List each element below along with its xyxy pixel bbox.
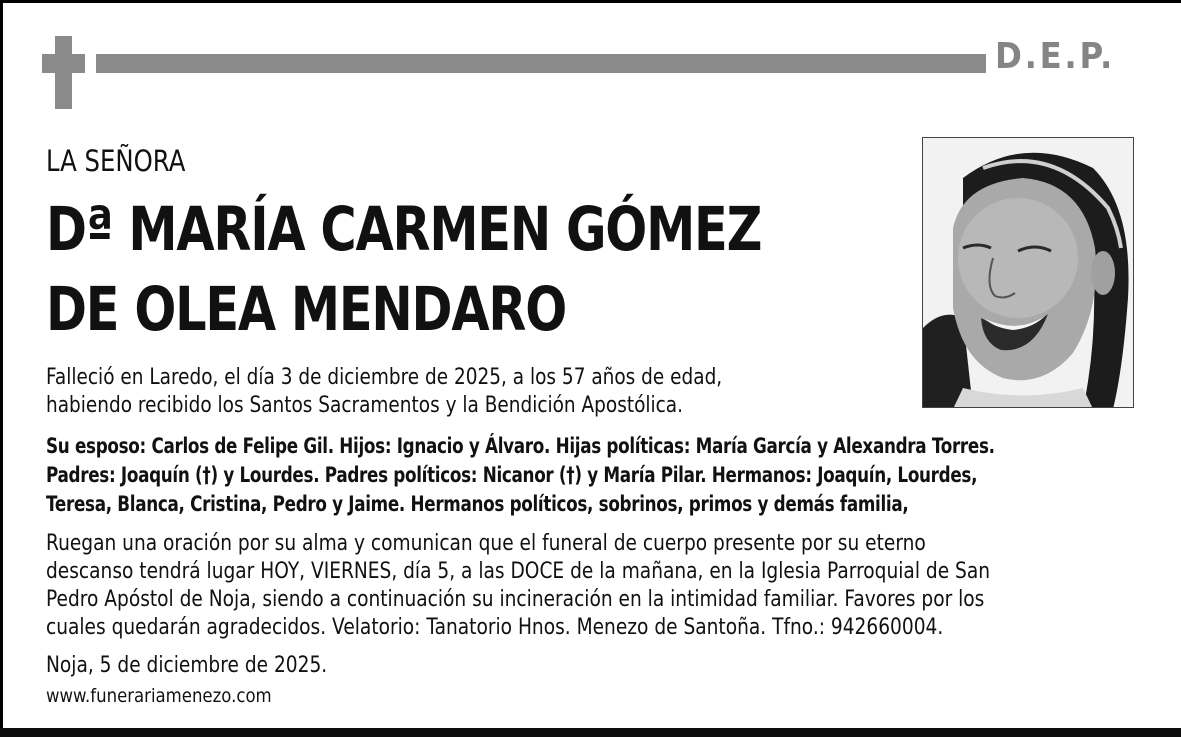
portrait-photo: [922, 137, 1134, 408]
funeral-line: Pedro Apóstol de Noja, siendo a continuación su incineración en la intimidad familiar. Favores por los: [46, 587, 985, 612]
death-notice-text: [46, 364, 722, 420]
funeral-text: [46, 530, 990, 642]
funeral-line: Ruegan una oración por su alma y comunican que el funeral de cuerpo presente por su eterno: [46, 531, 926, 556]
deceased-name-line-2: DE OLEA MENDARO: [46, 274, 567, 345]
death-notice-line: Falleció en Laredo, el día 3 de diciembre de 2025, a los 57 años de edad,: [46, 365, 723, 390]
honorific: LA SEÑORA: [46, 144, 186, 178]
funeral-line: cuales quedarán agradecidos. Velatorio: Tanatorio Hnos. Menezo de Santoña. Tfno.: 942660004.: [46, 615, 944, 640]
portrait-image: [923, 138, 1134, 408]
family-line: Su esposo: Carlos de Felipe Gil. Hijos: Ignacio y Álvaro. Hijas políticas: María García y Alexandra Torres.: [46, 434, 995, 458]
deceased-name: [46, 190, 761, 350]
family-text: [46, 432, 995, 519]
website-link[interactable]: www.funerariamenezo.com: [46, 685, 272, 707]
cross-icon-arm: [42, 54, 85, 73]
family-line: Padres: Joaquín (†) y Lourdes. Padres políticos: Nicanor (†) y María Pilar. Hermanos: Joaquín, Lourdes,: [46, 463, 978, 487]
place-date: Noja, 5 de diciembre de 2025.: [46, 653, 328, 678]
header-rule: [96, 54, 986, 73]
deceased-name-line-1: Dª MARÍA CARMEN GÓMEZ: [46, 194, 762, 265]
dep-label: D.E.P.: [995, 36, 1115, 77]
death-notice-line: habiendo recibido los Santos Sacramentos y la Bendición Apostólica.: [46, 393, 684, 418]
bottom-border: [0, 728, 1181, 737]
funeral-line: descanso tendrá lugar HOY, VIERNES, día 5, a las DOCE de la mañana, en la Iglesia Parroquial de San: [46, 559, 991, 584]
family-line: Teresa, Blanca, Cristina, Pedro y Jaime. Hermanos políticos, sobrinos, primos y demás familia,: [46, 492, 909, 516]
